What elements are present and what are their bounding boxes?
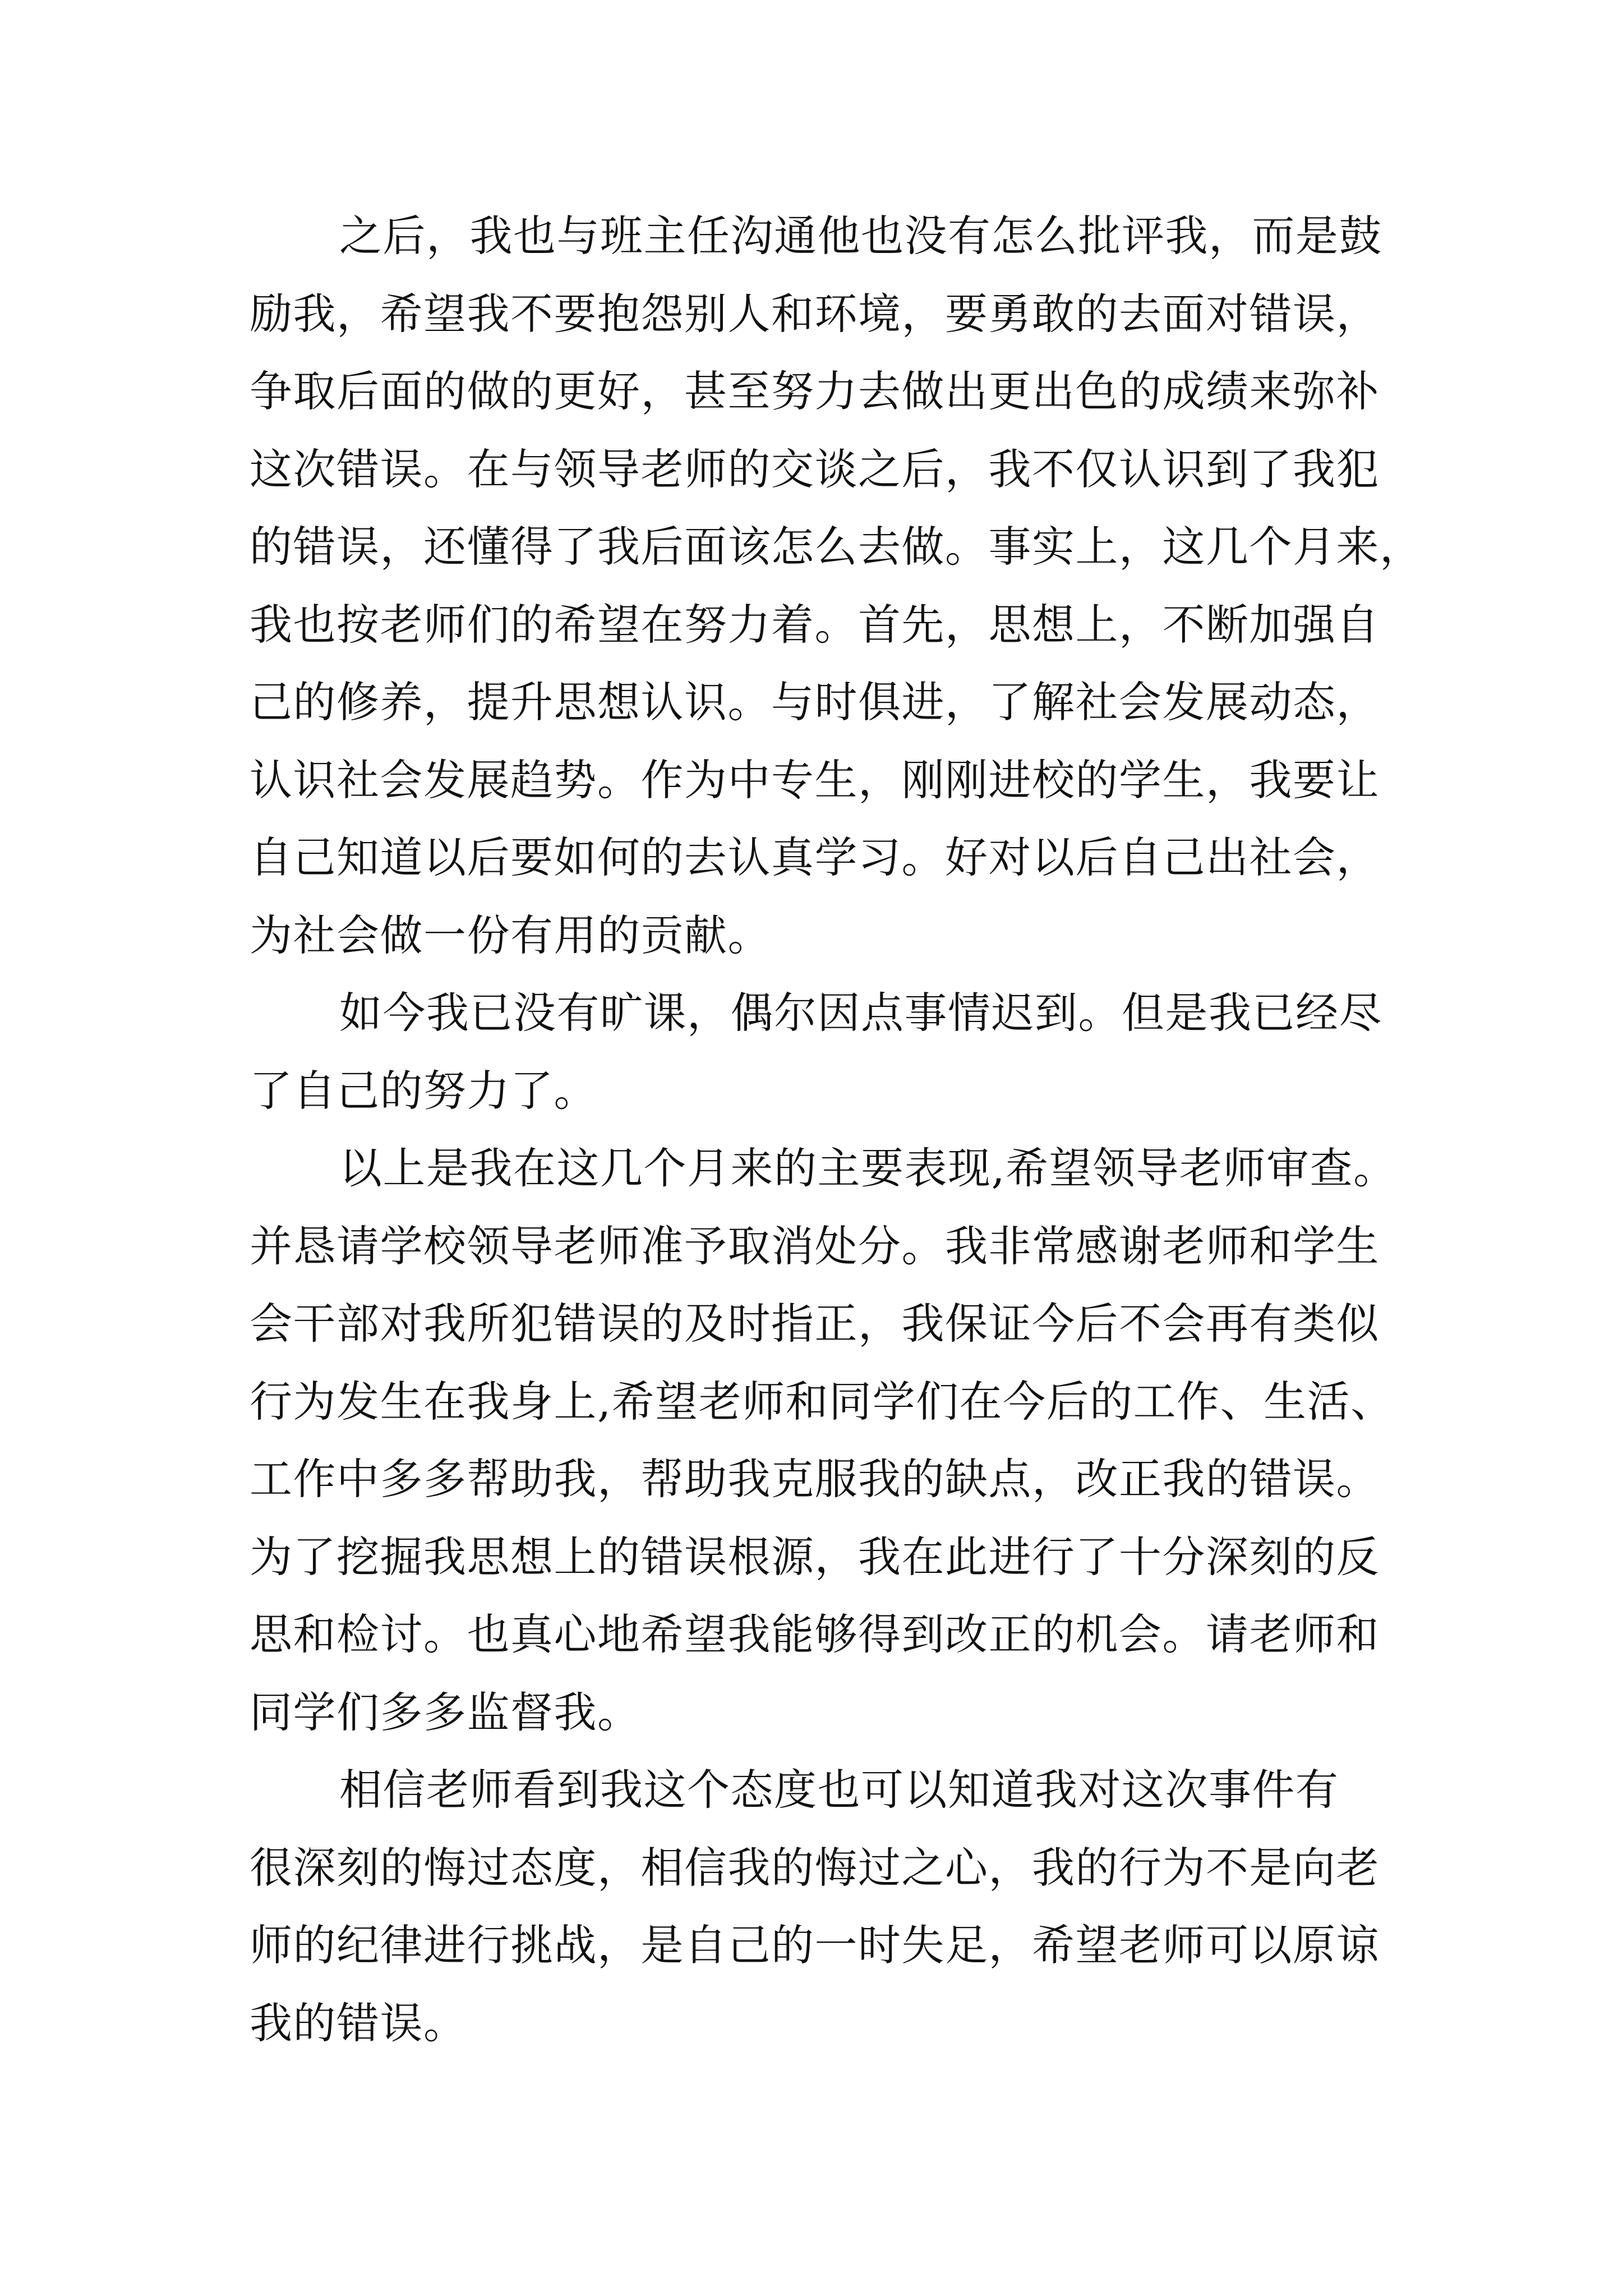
text-line: 认识社会发展趋势。作为中专生，刚刚进校的学生，我要让 xyxy=(250,754,1380,805)
text-line: 如今我已没有旷课，偶尔因点事情迟到。但是我已经尽 xyxy=(339,988,1382,1038)
paragraph-4 xyxy=(250,1751,1394,2062)
paragraph-1 xyxy=(250,197,1423,974)
text-line: 行为发生在我身上,希望老师和同学们在今后的工作、生活、 xyxy=(250,1376,1394,1427)
text-line: 会干部对我所犯错误的及时指正，我保证今后不会再有类似 xyxy=(250,1299,1380,1349)
text-line: 自己知道以后要如何的去认真学习。好对以后自己出社会， xyxy=(250,832,1380,882)
text-line: 争取后面的做的更好，甚至努力去做出更出色的成绩来弥补 xyxy=(250,366,1380,416)
text-line: 了自己的努力了。 xyxy=(250,1065,597,1116)
text-line: 相信老师看到我这个态度也可以知道我对这次事件有 xyxy=(339,1765,1339,1815)
text-line: 思和检讨。也真心地希望我能够得到改正的机会。请老师和 xyxy=(250,1609,1380,1659)
text-line: 很深刻的悔过态度，相信我的悔过之心，我的行为不是向老 xyxy=(250,1842,1380,1893)
paragraph-2 xyxy=(250,974,1394,1130)
text-line: 师的纪律进行挑战，是自己的一时失足，希望老师可以原谅 xyxy=(250,1920,1380,1970)
text-line: 为社会做一份有用的贡献。 xyxy=(250,910,771,960)
text-line: 这次错误。在与领导老师的交谈之后，我不仅认识到了我犯 xyxy=(250,444,1380,494)
paragraph-3 xyxy=(250,1130,1397,1751)
text-line: 以上是我在这几个月来的主要表现,希望领导老师审查。 xyxy=(339,1143,1397,1193)
text-line: 同学们多多监督我。 xyxy=(250,1687,641,1737)
text-line: 的错误，还懂得了我后面该怎么去做。事实上，这几个月来， xyxy=(250,522,1423,572)
text-line: 我的错误。 xyxy=(250,1998,467,2048)
text-line: 励我，希望我不要抱怨别人和环境，要勇敢的去面对错误， xyxy=(250,288,1380,339)
text-line: 并恳请学校领导老师准予取消处分。我非常感谢老师和学生 xyxy=(250,1221,1380,1271)
text-line: 为了挖掘我思想上的错误根源，我在此进行了十分深刻的反 xyxy=(250,1531,1380,1582)
text-line: 我也按老师们的希望在努力着。首先，思想上，不断加强自 xyxy=(250,599,1380,650)
text-line: 工作中多多帮助我，帮助我克服我的缺点，改正我的错误。 xyxy=(250,1454,1380,1504)
text-line: 之后，我也与班主任沟通他也没有怎么批评我，而是鼓 xyxy=(339,211,1382,261)
document-body xyxy=(250,197,1423,2062)
text-line: 己的修养，提升思想认识。与时俱进，了解社会发展动态， xyxy=(250,677,1380,727)
